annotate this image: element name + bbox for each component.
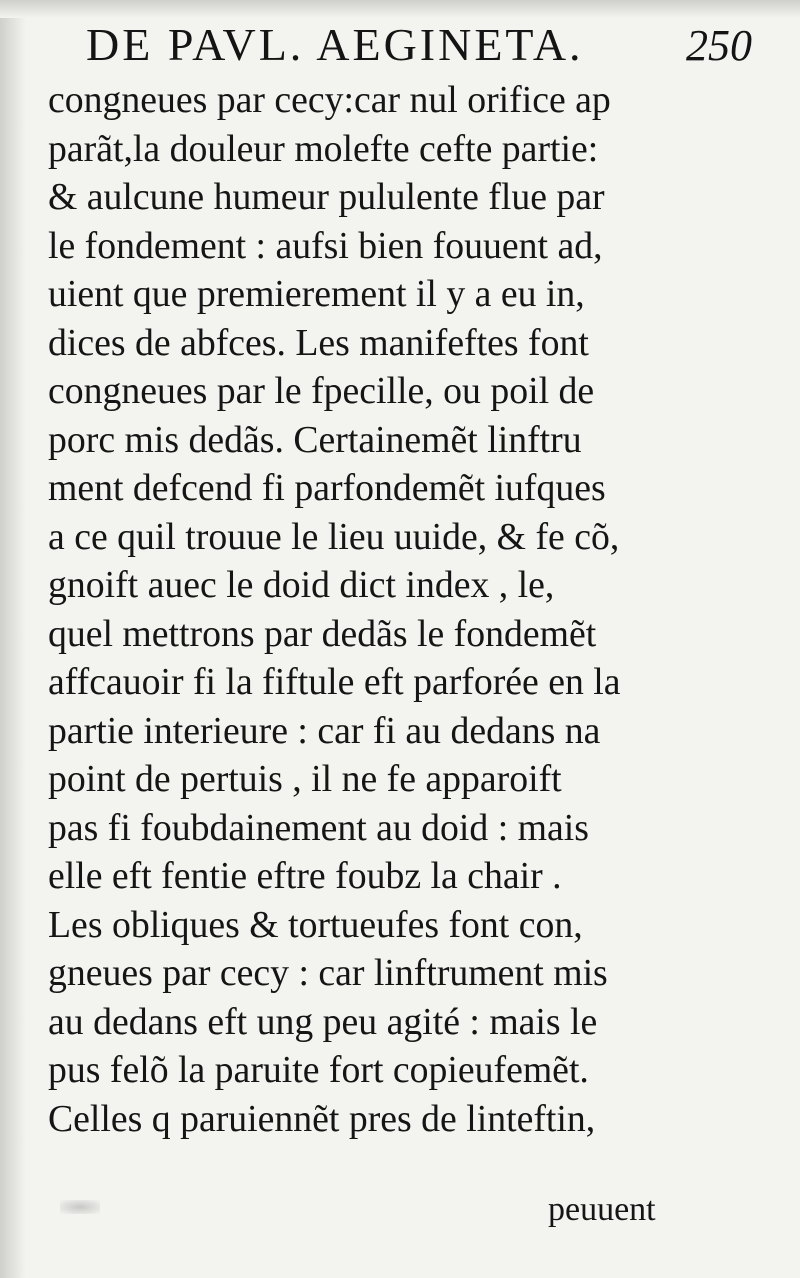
text-line: gneues par cecy : car linftrument mis <box>48 952 608 994</box>
text-line: parãt,la douleur molefte cefte partie: <box>48 127 599 170</box>
text-line: porc mis dedãs. Certainemẽt linftru <box>48 418 582 461</box>
text-line: le fondement : aufsi bien fouuent ad, <box>48 224 603 267</box>
text-line: affcauoir fi la fiftule eft parforée en la <box>48 661 621 703</box>
text-line: elle eft fentie eftre foubz la chair . <box>48 855 562 897</box>
text-line: congneues par cecy:car nul orifice ap <box>48 79 611 121</box>
text-line: & aulcune humeur pululente flue par <box>48 176 605 218</box>
catchword: peuuent <box>548 1191 656 1228</box>
text-line: gnoift auec le doid dict index , le, <box>48 564 555 606</box>
ink-smudge <box>60 1200 100 1214</box>
gutter-shadow <box>0 0 26 1278</box>
text-line: a ce quil trouue le lieu uuide, & fe cõ, <box>48 515 620 558</box>
text-line: dices de abfces. Les manifeftes font <box>48 321 589 364</box>
text-line: au dedans eft ung peu agité : mais le <box>48 1000 598 1043</box>
running-head: DE PAVL. AEGINETA. <box>86 19 584 70</box>
text-line: point de pertuis , il ne fe apparoift <box>48 758 562 800</box>
body-text <box>48 76 688 1143</box>
text-line: uient que premierement il y a eu in, <box>48 273 585 315</box>
text-line: pas fi foubdainement au doid : mais <box>48 806 589 849</box>
text-line: quel mettrons par dedãs le fondemẽt <box>48 612 597 655</box>
text-line: congneues par le fpecille, ou poil de <box>48 370 595 412</box>
text-line: Les obliques & tortueufes font con, <box>48 903 583 946</box>
text-line: pus felõ la paruite fort copieufemẽt. <box>48 1049 589 1091</box>
text-line: ment defcend fi parfondemẽt iufques <box>48 467 606 509</box>
text-line: Celles q paruiennẽt pres de linteftin, <box>48 1097 596 1140</box>
page-number: 250 <box>686 21 752 70</box>
text-line: partie interieure : car fi au dedans na <box>48 709 601 752</box>
